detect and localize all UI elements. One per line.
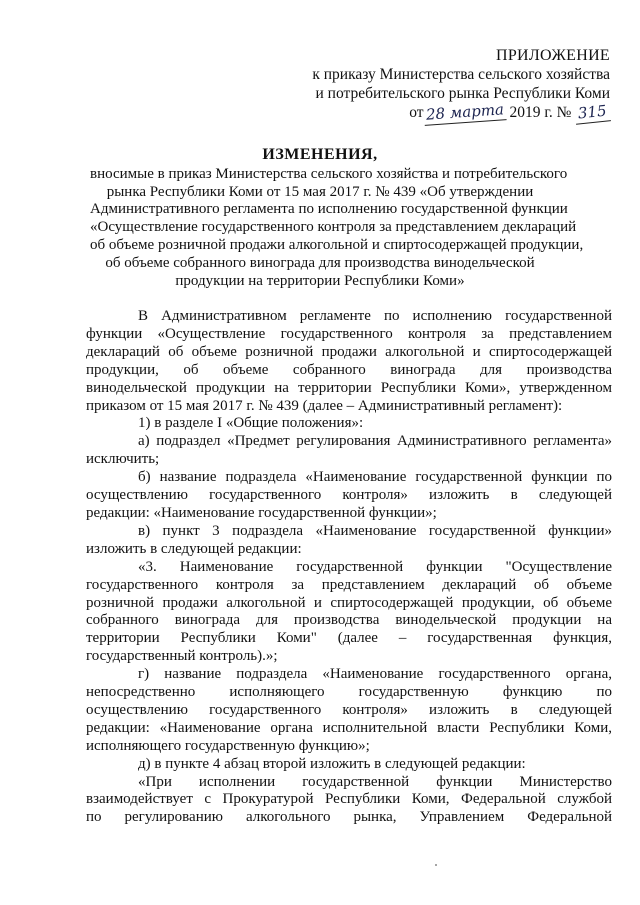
- body-line: государственный контроль).»;: [86, 648, 278, 665]
- body-line: винодельческой продукции на территории Республики Коми», утвержденном: [86, 379, 612, 396]
- body-line: в) пункт 3 подраздела «Наименование государственной функции»: [138, 522, 612, 539]
- handwritten-date: 28 марта: [423, 100, 506, 126]
- title-line: об объеме розничной продажи алкогольной и спиртосодержащей продукции,: [90, 236, 584, 253]
- body-line: «При исполнении государственной функции Министерство: [138, 773, 612, 790]
- body-line: розничной продажи алкогольной и спиртосодержащей продукции, об объеме: [86, 594, 612, 611]
- document-title-block: [90, 146, 584, 290]
- body-line: исключить;: [86, 451, 160, 468]
- body-line: исполняющего государственную функцию»;: [86, 737, 370, 754]
- body-line: территории Республики Коми" (далее – государственная функция,: [86, 630, 612, 647]
- appendix-date-line: [312, 100, 610, 124]
- body-line: изложить в следующей редакции:: [86, 540, 302, 557]
- body-line: деклараций об объеме розничной продажи алкогольной и спиртосодержащей: [86, 343, 612, 360]
- body-line: продукции, об объеме собранного винограда для производства: [86, 361, 612, 378]
- handwritten-number: 315: [574, 101, 611, 125]
- title-line: продукции на территории Республики Коми»: [175, 272, 465, 289]
- body-line: редакции: «Наименование государственной функции»;: [86, 504, 437, 521]
- title-line: вносимые в приказ Министерства сельского хозяйства и потребительского: [90, 165, 568, 182]
- body-line: В Административном регламенте по исполнению государственной: [138, 308, 612, 324]
- appendix-title: ПРИЛОЖЕНИЕ: [495, 47, 610, 64]
- appendix-line-1: к приказу Министерства сельского хозяйства: [312, 66, 610, 83]
- title-line: об объеме собранного винограда для производства винодельческой: [105, 254, 535, 271]
- body-line: г) название подраздела «Наименование государственного органа,: [138, 666, 612, 683]
- title-line: рынка Республики Коми от 15 мая 2017 г. № 439 «Об утверждении: [106, 183, 534, 200]
- body-line: приказом от 15 мая 2017 г. № 439 (далее – Административный регламент):: [86, 397, 563, 414]
- body-line: взаимодействует с Прокуратурой Республики Коми, Федеральной службой: [86, 791, 612, 808]
- document-body: [86, 308, 612, 827]
- date-prefix: от: [409, 104, 424, 121]
- body-line: 1) в разделе I «Общие положения»:: [138, 415, 364, 432]
- body-line: собранного винограда для производства винодельческой продукции на: [86, 612, 612, 629]
- title-line: Административного регламента по исполнению государственной функции: [90, 201, 568, 218]
- scan-speck: [435, 864, 437, 866]
- body-line: функции «Осуществление государственного контроля за представлением: [86, 325, 612, 342]
- body-line: б) название подраздела «Наименование государственной функции по: [138, 469, 612, 486]
- body-line: редакции: «Наименование органа исполнительной власти Республики Коми,: [86, 719, 612, 736]
- body-line: осуществлению государственного контроля» изложить в следующей: [86, 487, 612, 504]
- body-line: д) в пункте 4 абзац второй изложить в следующей редакции:: [138, 755, 526, 772]
- body-line: осуществлению государственного контроля» изложить в следующей: [86, 701, 612, 718]
- body-line: по регулированию алкогольного рынка, Управлением Федеральной: [86, 809, 612, 826]
- body-line: непосредственно исполняющего государственную функцию по: [86, 684, 612, 701]
- appendix-header: [312, 46, 610, 123]
- body-line: государственного контроля за представлением деклараций об объеме: [86, 576, 612, 593]
- document-heading: ИЗМЕНЕНИЯ,: [262, 146, 378, 163]
- body-line: а) подраздел «Предмет регулирования Административного регламента»: [138, 433, 612, 450]
- title-line: «Осуществление государственного контроля за представлением деклараций: [90, 219, 577, 236]
- appendix-line-2: и потребительского рынка Республики Коми: [315, 85, 610, 102]
- body-line: «3. Наименование государственной функции "Осуществление: [138, 558, 612, 575]
- year-text: 2019 г. №: [509, 104, 572, 121]
